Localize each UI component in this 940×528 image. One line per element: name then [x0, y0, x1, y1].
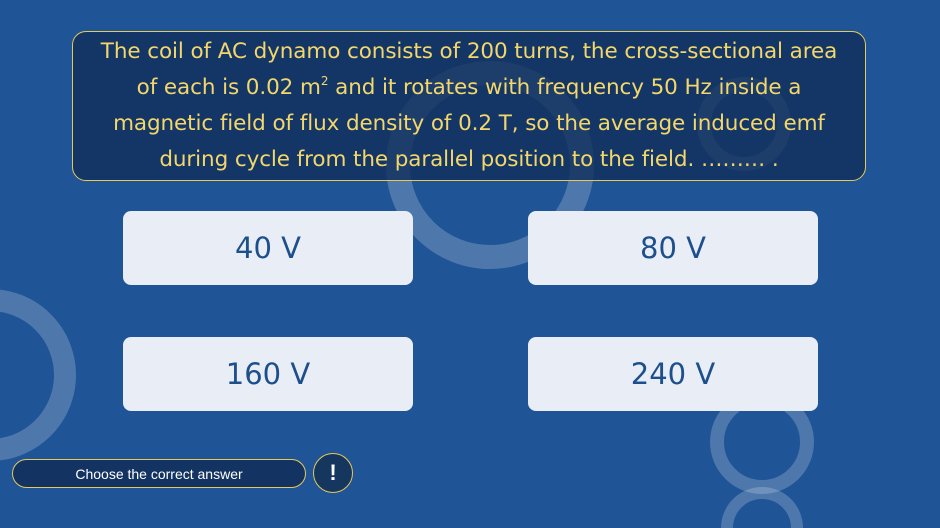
decor-ring-left — [0, 300, 65, 450]
answer-option-4[interactable]: 240 V — [528, 337, 818, 411]
decor-ring-right-small — [727, 493, 797, 528]
answer-option-3[interactable]: 160 V — [123, 337, 413, 411]
question-line-2-start: of each is 0.02 m — [136, 75, 321, 100]
question-box — [72, 31, 866, 181]
question-text — [77, 34, 861, 178]
question-superscript: 2 — [320, 74, 329, 88]
question-line-3: magnetic field of flux density of 0.2 T, so the average induced emf — [113, 111, 825, 136]
instruction-label: Choose the correct answer — [12, 459, 306, 488]
question-line-2-end: and it rotates with frequency 50 Hz inside a — [328, 75, 802, 100]
answer-option-2[interactable]: 80 V — [528, 211, 818, 285]
question-line-1: The coil of AC dynamo consists of 200 turns, the cross-sectional area — [100, 39, 838, 64]
question-line-4: during cycle from the parallel position to the field. ……… . — [159, 147, 779, 172]
hint-icon[interactable]: ! — [313, 453, 353, 493]
answer-option-1[interactable]: 40 V — [123, 211, 413, 285]
